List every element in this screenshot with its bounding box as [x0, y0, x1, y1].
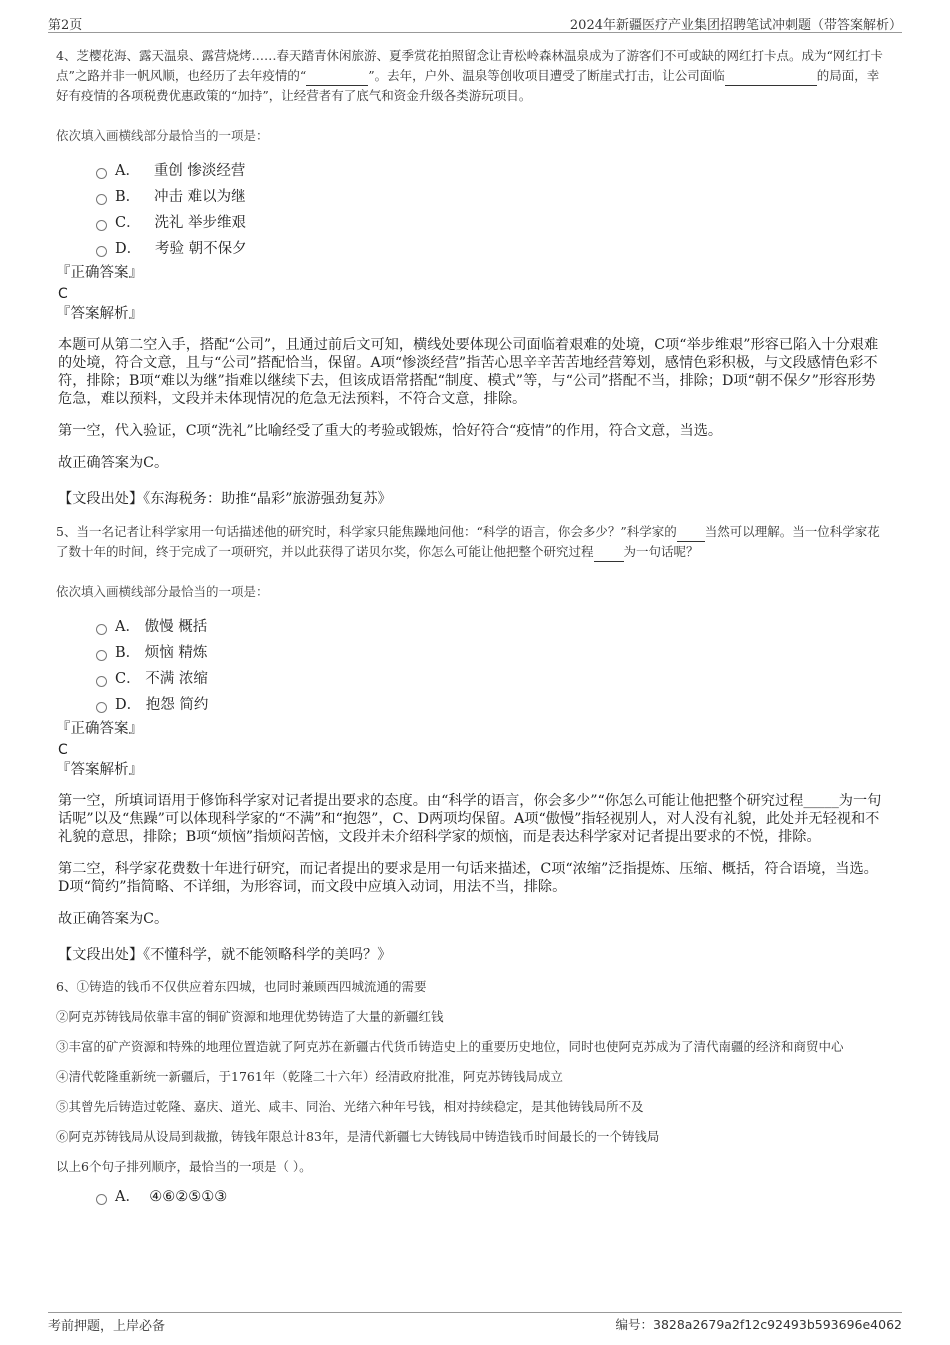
document-title: 2024年新疆医疗产业集团招聘笔试冲刺题（带答案解析）	[569, 18, 902, 33]
question-4-options	[96, 158, 886, 262]
question-4-prompt: 依次填入画横线部分最恰当的一项是：	[56, 128, 269, 143]
answer-label: 『正确答案』	[56, 265, 143, 281]
page-header	[48, 10, 902, 33]
question-6-prompt: 以上6个句子排列顺序，最恰当的一项是（ ）。	[56, 1159, 312, 1174]
analysis-paragraph: 本题可从第二空入手，搭配“公司”，且通过前后文可知，横线处要体现公司面临着艰难的处境，C项“举步维艰”形容已陷入十分艰难的处境，符合文意，且与“公司”搭配恰当，保留。A项“惨淡经营”指苦心思辛辛苦苦地经营筹划，感情色彩积极，与文段感情色彩不符，排除；B项“难以为继”指难以继续下去，但该成语常搭配“制度、模式”等，与“公司”搭配不当，排除；D项“朝不保夕”形容形势危急，难以预料，文段并未体现情况的危急无法预料，不符合文意，排除。	[58, 337, 879, 407]
option-b[interactable]: B． 冲击 难以为继	[96, 184, 886, 210]
analysis-paragraph: 故正确答案为C。	[58, 911, 169, 927]
question-4-stem	[56, 46, 886, 106]
question-5-prompt: 依次填入画横线部分最恰当的一项是：	[56, 584, 269, 599]
question-5-options	[96, 614, 886, 718]
sentence-item: ④清代乾隆重新统一新疆后，于1761年（乾隆二十六年）经清政府批准，阿克苏铸钱局成立	[56, 1069, 563, 1084]
question-6-options	[96, 1184, 886, 1210]
analysis-paragraph: 第一空，所填词语用于修饰科学家对记者提出要求的态度。由“科学的语言，你会多少”“你怎么可能让他把整个研究过程_____为一句话呢”以及“焦躁”可以体现科学家的“不满”和“抱怨”，C、D两项均保留。A项“傲慢”指轻视别人，对人没有礼貌，此处并无轻视和不礼貌的意思，排除；B项“烦恼”指烦闷苦恼，文段并未介绍科学家的烦恼，而是表达科学家对记者提出要求的不悦，排除。	[58, 793, 882, 845]
radio-icon[interactable]	[96, 246, 107, 257]
answer-value: C	[58, 286, 68, 302]
question-5-text-c: 为一句话呢？	[623, 544, 699, 559]
option-c[interactable]: C． 不满 浓缩	[96, 666, 886, 692]
document-body	[56, 38, 886, 1210]
question-4-text-c: 的局面，幸好有疫情的各项税费优惠政策的“加持”，让经营者有了底气和资金升级各类游玩项目。	[56, 68, 880, 103]
option-b[interactable]: B． 烦恼 精炼	[96, 640, 886, 666]
question-5-blank-2	[594, 561, 624, 562]
source-citation: 【文段出处】《东海税务：助推“晶彩”旅游强劲复苏》	[58, 491, 392, 507]
radio-icon[interactable]	[96, 676, 107, 687]
radio-icon[interactable]	[96, 624, 107, 635]
option-a[interactable]: A． 傲慢 概括	[96, 614, 886, 640]
analysis-paragraph: 第二空，科学家花费数十年进行研究，而记者提出的要求是用一句话来描述，C项“浓缩”泛指提炼、压缩、概括，符合语境，当选。D项“简约”指简略、不详细，为形容词，而文段中应填入动词，用法不当，排除。	[58, 861, 878, 895]
source-citation: 【文段出处】《不懂科学，就不能领略科学的美吗？》	[58, 947, 392, 963]
footer-slogan: 考前押题，上岸必备	[48, 1319, 166, 1334]
radio-icon[interactable]	[96, 702, 107, 713]
sentence-item: 6、①铸造的钱币不仅供应着东四城，也同时兼顾西四城流通的需要	[56, 979, 427, 994]
question-5-blank-1	[677, 541, 705, 542]
question-4-blank-1	[306, 85, 368, 86]
analysis-label: 『答案解析』	[56, 306, 143, 322]
radio-icon[interactable]	[96, 650, 107, 661]
page-number: 第2页	[48, 18, 83, 33]
question-5-text-a: 5、当一名记者让科学家用一句话描述他的研究时，科学家只能焦躁地问他：“科学的语言，你会多少？”科学家的	[56, 524, 677, 539]
analysis-paragraph: 故正确答案为C。	[58, 455, 169, 471]
question-4-text-b: ”。去年，户外、温泉等创收项目遭受了断崖式打击，让公司面临	[368, 68, 725, 83]
sentence-item: ⑤其曾先后铸造过乾隆、嘉庆、道光、咸丰、同治、光绪六种年号钱，相对持续稳定，是其他铸钱局所不及	[56, 1099, 644, 1114]
radio-icon[interactable]	[96, 194, 107, 205]
page-footer	[48, 1312, 902, 1337]
option-d[interactable]: D． 考验 朝不保夕	[96, 236, 886, 262]
analysis-paragraph: 第一空，代入验证，C项“洗礼”比喻经受了重大的考验或锻炼，恰好符合“疫情”的作用，符合文意，当选。	[58, 423, 723, 439]
option-d[interactable]: D． 抱怨 简约	[96, 692, 886, 718]
document-id: 编号：3828a2679a2f12c92493b593696e4062	[615, 1317, 902, 1332]
option-c[interactable]: C． 洗礼 举步维艰	[96, 210, 886, 236]
question-4-text-a: 4、芝樱花海、露天温泉、露营烧烤……春天踏青休闲旅游、夏季赏花拍照留念让青松岭森林温泉成为了游客们不可或缺的网红打卡点。成为“网红打卡点”之路并非一帆风顺，也经历了去年疫情的“	[56, 48, 883, 83]
sentence-item: ②阿克苏铸钱局依靠丰富的铜矿资源和地理优势铸造了大量的新疆红钱	[56, 1009, 444, 1024]
option-a[interactable]: A． ④⑥②⑤①③	[96, 1184, 886, 1210]
answer-label: 『正确答案』	[56, 721, 143, 737]
sentence-item: ③丰富的矿产资源和特殊的地理位置造就了阿克苏在新疆古代货币铸造史上的重要历史地位，同时也使阿克苏成为了清代南疆的经济和商贸中心	[56, 1039, 844, 1054]
question-5-text-b: 当然可以理解。当一位科学家花了数十年的时间，终于完成了一项研究，并以此获得了诺贝尔奖，你怎么可能让他把整个研究过程	[56, 524, 880, 559]
radio-icon[interactable]	[96, 1194, 107, 1205]
answer-value: C	[58, 742, 68, 758]
sentence-item: ⑥阿克苏铸钱局从设局到裁撤，铸钱年限总计83年，是清代新疆七大铸钱局中铸造钱币时间最长的一个铸钱局	[56, 1129, 660, 1144]
option-a[interactable]: A． 重创 惨淡经营	[96, 158, 886, 184]
radio-icon[interactable]	[96, 168, 107, 179]
question-4-blank-2	[725, 85, 817, 86]
analysis-label: 『答案解析』	[56, 762, 143, 778]
question-5-stem	[56, 522, 886, 562]
radio-icon[interactable]	[96, 220, 107, 231]
